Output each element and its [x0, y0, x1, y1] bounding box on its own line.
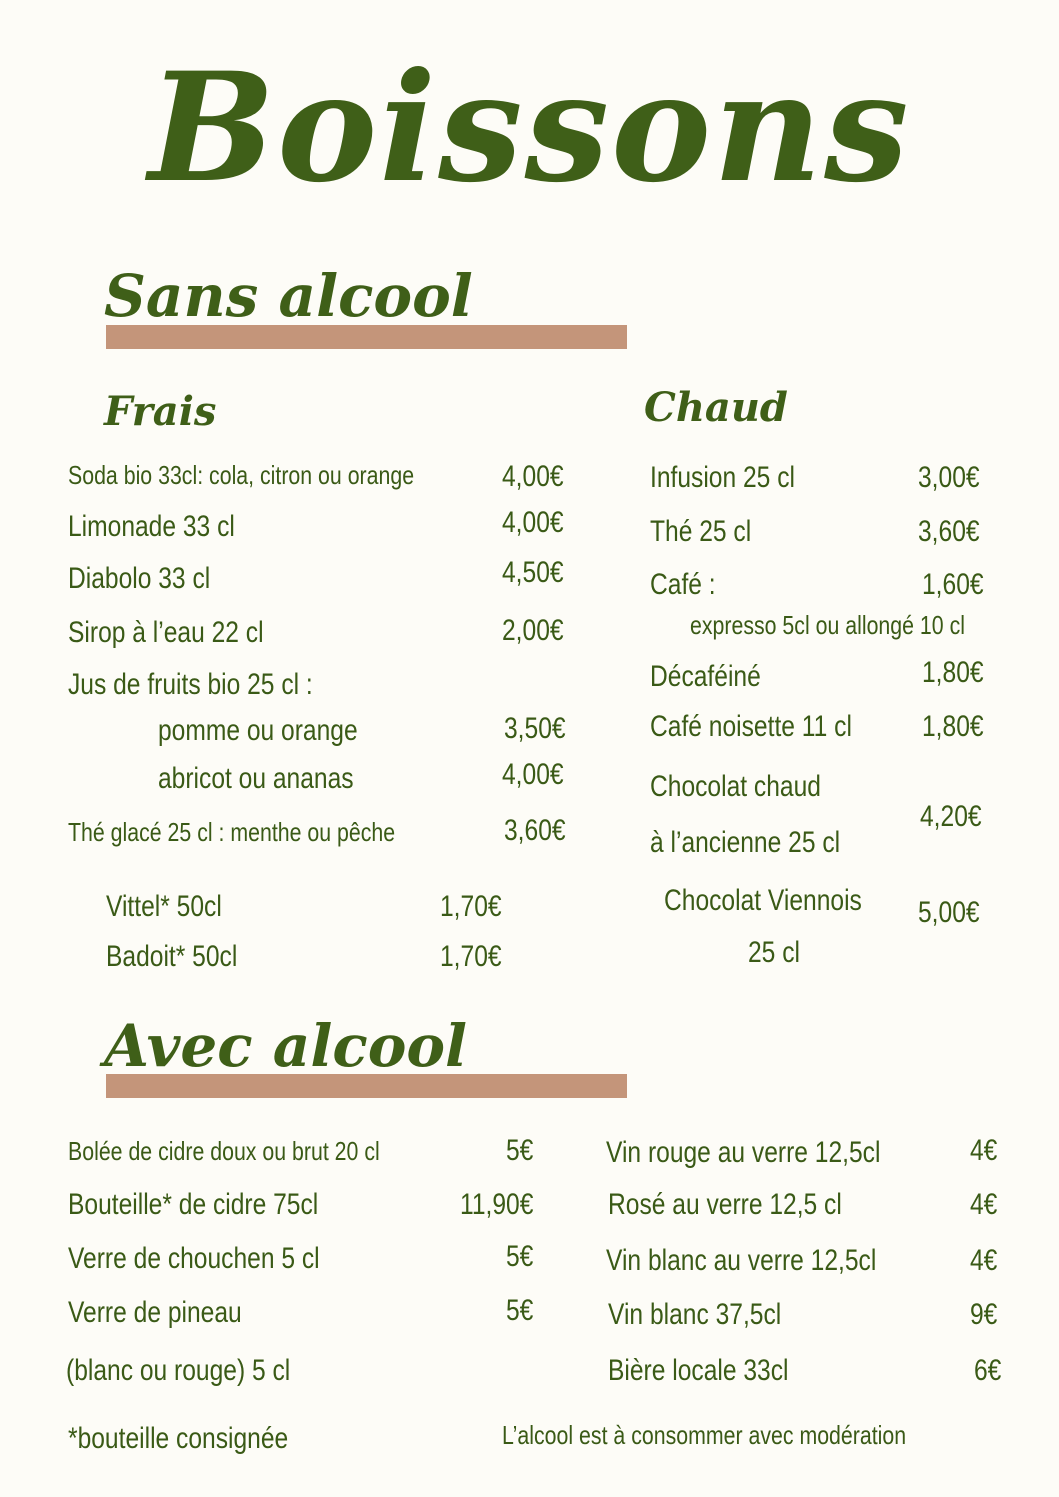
- menu-item-name-line2: (blanc ou rouge) 5 cl: [66, 1354, 291, 1387]
- menu-item-price: 1,80€: [922, 710, 984, 743]
- menu-item-name: Décaféiné: [650, 660, 761, 693]
- menu-item-name: Vin rouge au verre 12,5cl: [606, 1136, 881, 1169]
- menu-item-price: 6€: [974, 1354, 1002, 1387]
- deposit-note: *bouteille consignée: [68, 1422, 289, 1455]
- menu-item-price: 4,50€: [502, 556, 564, 589]
- menu-item-price: 4,00€: [502, 460, 564, 493]
- menu-item-name: Sirop à l’eau 22 cl: [68, 616, 264, 649]
- menu-item-name: Thé glacé 25 cl : menthe ou pêche: [68, 817, 396, 847]
- menu-item-name: Infusion 25 cl: [650, 461, 795, 494]
- menu-item-name: Rosé au verre 12,5 cl: [608, 1188, 842, 1221]
- menu-item-price: 1,70€: [440, 890, 502, 923]
- alcohol-warning: L’alcool est à consommer avec modération: [502, 1420, 907, 1450]
- menu-item-price: 1,60€: [922, 568, 984, 601]
- menu-item-name: Chocolat Viennois: [664, 884, 862, 917]
- menu-item-name: pomme ou orange: [158, 714, 358, 747]
- menu-item-price: 3,00€: [918, 461, 980, 494]
- menu-item-name: Café noisette 11 cl: [650, 710, 852, 743]
- menu-item-price: 2,00€: [502, 614, 564, 647]
- menu-item-price: 4€: [970, 1244, 998, 1277]
- subsection-title-frais: Frais: [104, 388, 217, 435]
- menu-item-name: Verre de pineau: [68, 1296, 242, 1329]
- menu-item-name: Jus de fruits bio 25 cl :: [68, 668, 313, 701]
- menu-item-name: Bouteille* de cidre 75cl: [68, 1188, 319, 1221]
- menu-item-price: 4€: [970, 1188, 998, 1221]
- menu-item-name-line2: à l’ancienne 25 cl: [650, 826, 841, 859]
- menu-item-price: 4,00€: [502, 758, 564, 791]
- menu-item-price: 5,00€: [918, 896, 980, 929]
- section-title-avec-alcool: Avec alcool: [104, 1012, 468, 1080]
- menu-item-price: 1,80€: [922, 656, 984, 689]
- menu-item-name: Bolée de cidre doux ou brut 20 cl: [68, 1136, 380, 1166]
- menu-item-price: 4,20€: [920, 800, 982, 833]
- menu-item-name: abricot ou ananas: [158, 762, 354, 795]
- menu-item-price: 1,70€: [440, 940, 502, 973]
- menu-item-name: Café :: [650, 568, 716, 601]
- menu-item-name: Diabolo 33 cl: [68, 562, 211, 595]
- menu-item-price: 4,00€: [502, 506, 564, 539]
- menu-item-name: Limonade 33 cl: [68, 510, 235, 543]
- menu-item-price: 5€: [506, 1240, 534, 1273]
- menu-item-name: Verre de chouchen 5 cl: [68, 1242, 320, 1275]
- menu-item-name: Vin blanc au verre 12,5cl: [606, 1244, 877, 1277]
- menu-item-price: 9€: [970, 1298, 998, 1331]
- menu-item-price: 5€: [506, 1294, 534, 1327]
- menu-item-price: 3,60€: [504, 814, 566, 847]
- menu-item-price: 5€: [506, 1134, 534, 1167]
- menu-item-name: Bière locale 33cl: [608, 1354, 789, 1387]
- menu-item-name: Vittel* 50cl: [106, 890, 222, 923]
- menu-item-price: 3,50€: [504, 712, 566, 745]
- section-title-sans-alcool: Sans alcool: [104, 262, 473, 330]
- menu-item-name: Chocolat chaud: [650, 770, 821, 803]
- menu-item-name: Vin blanc 37,5cl: [608, 1298, 782, 1331]
- menu-item-name: Thé 25 cl: [650, 515, 752, 548]
- menu-item-price: 4€: [970, 1134, 998, 1167]
- menu-item-name: Badoit* 50cl: [106, 940, 238, 973]
- menu-item-detail: expresso 5cl ou allongé 10 cl: [690, 610, 965, 640]
- menu-item-name-line2: 25 cl: [748, 936, 800, 969]
- subsection-title-chaud: Chaud: [644, 384, 788, 431]
- page-title: Boissons: [148, 40, 911, 216]
- menu-item-price: 11,90€: [460, 1188, 534, 1221]
- menu-item-price: 3,60€: [918, 515, 980, 548]
- menu-item-name: Soda bio 33cl: cola, citron ou orange: [68, 460, 415, 490]
